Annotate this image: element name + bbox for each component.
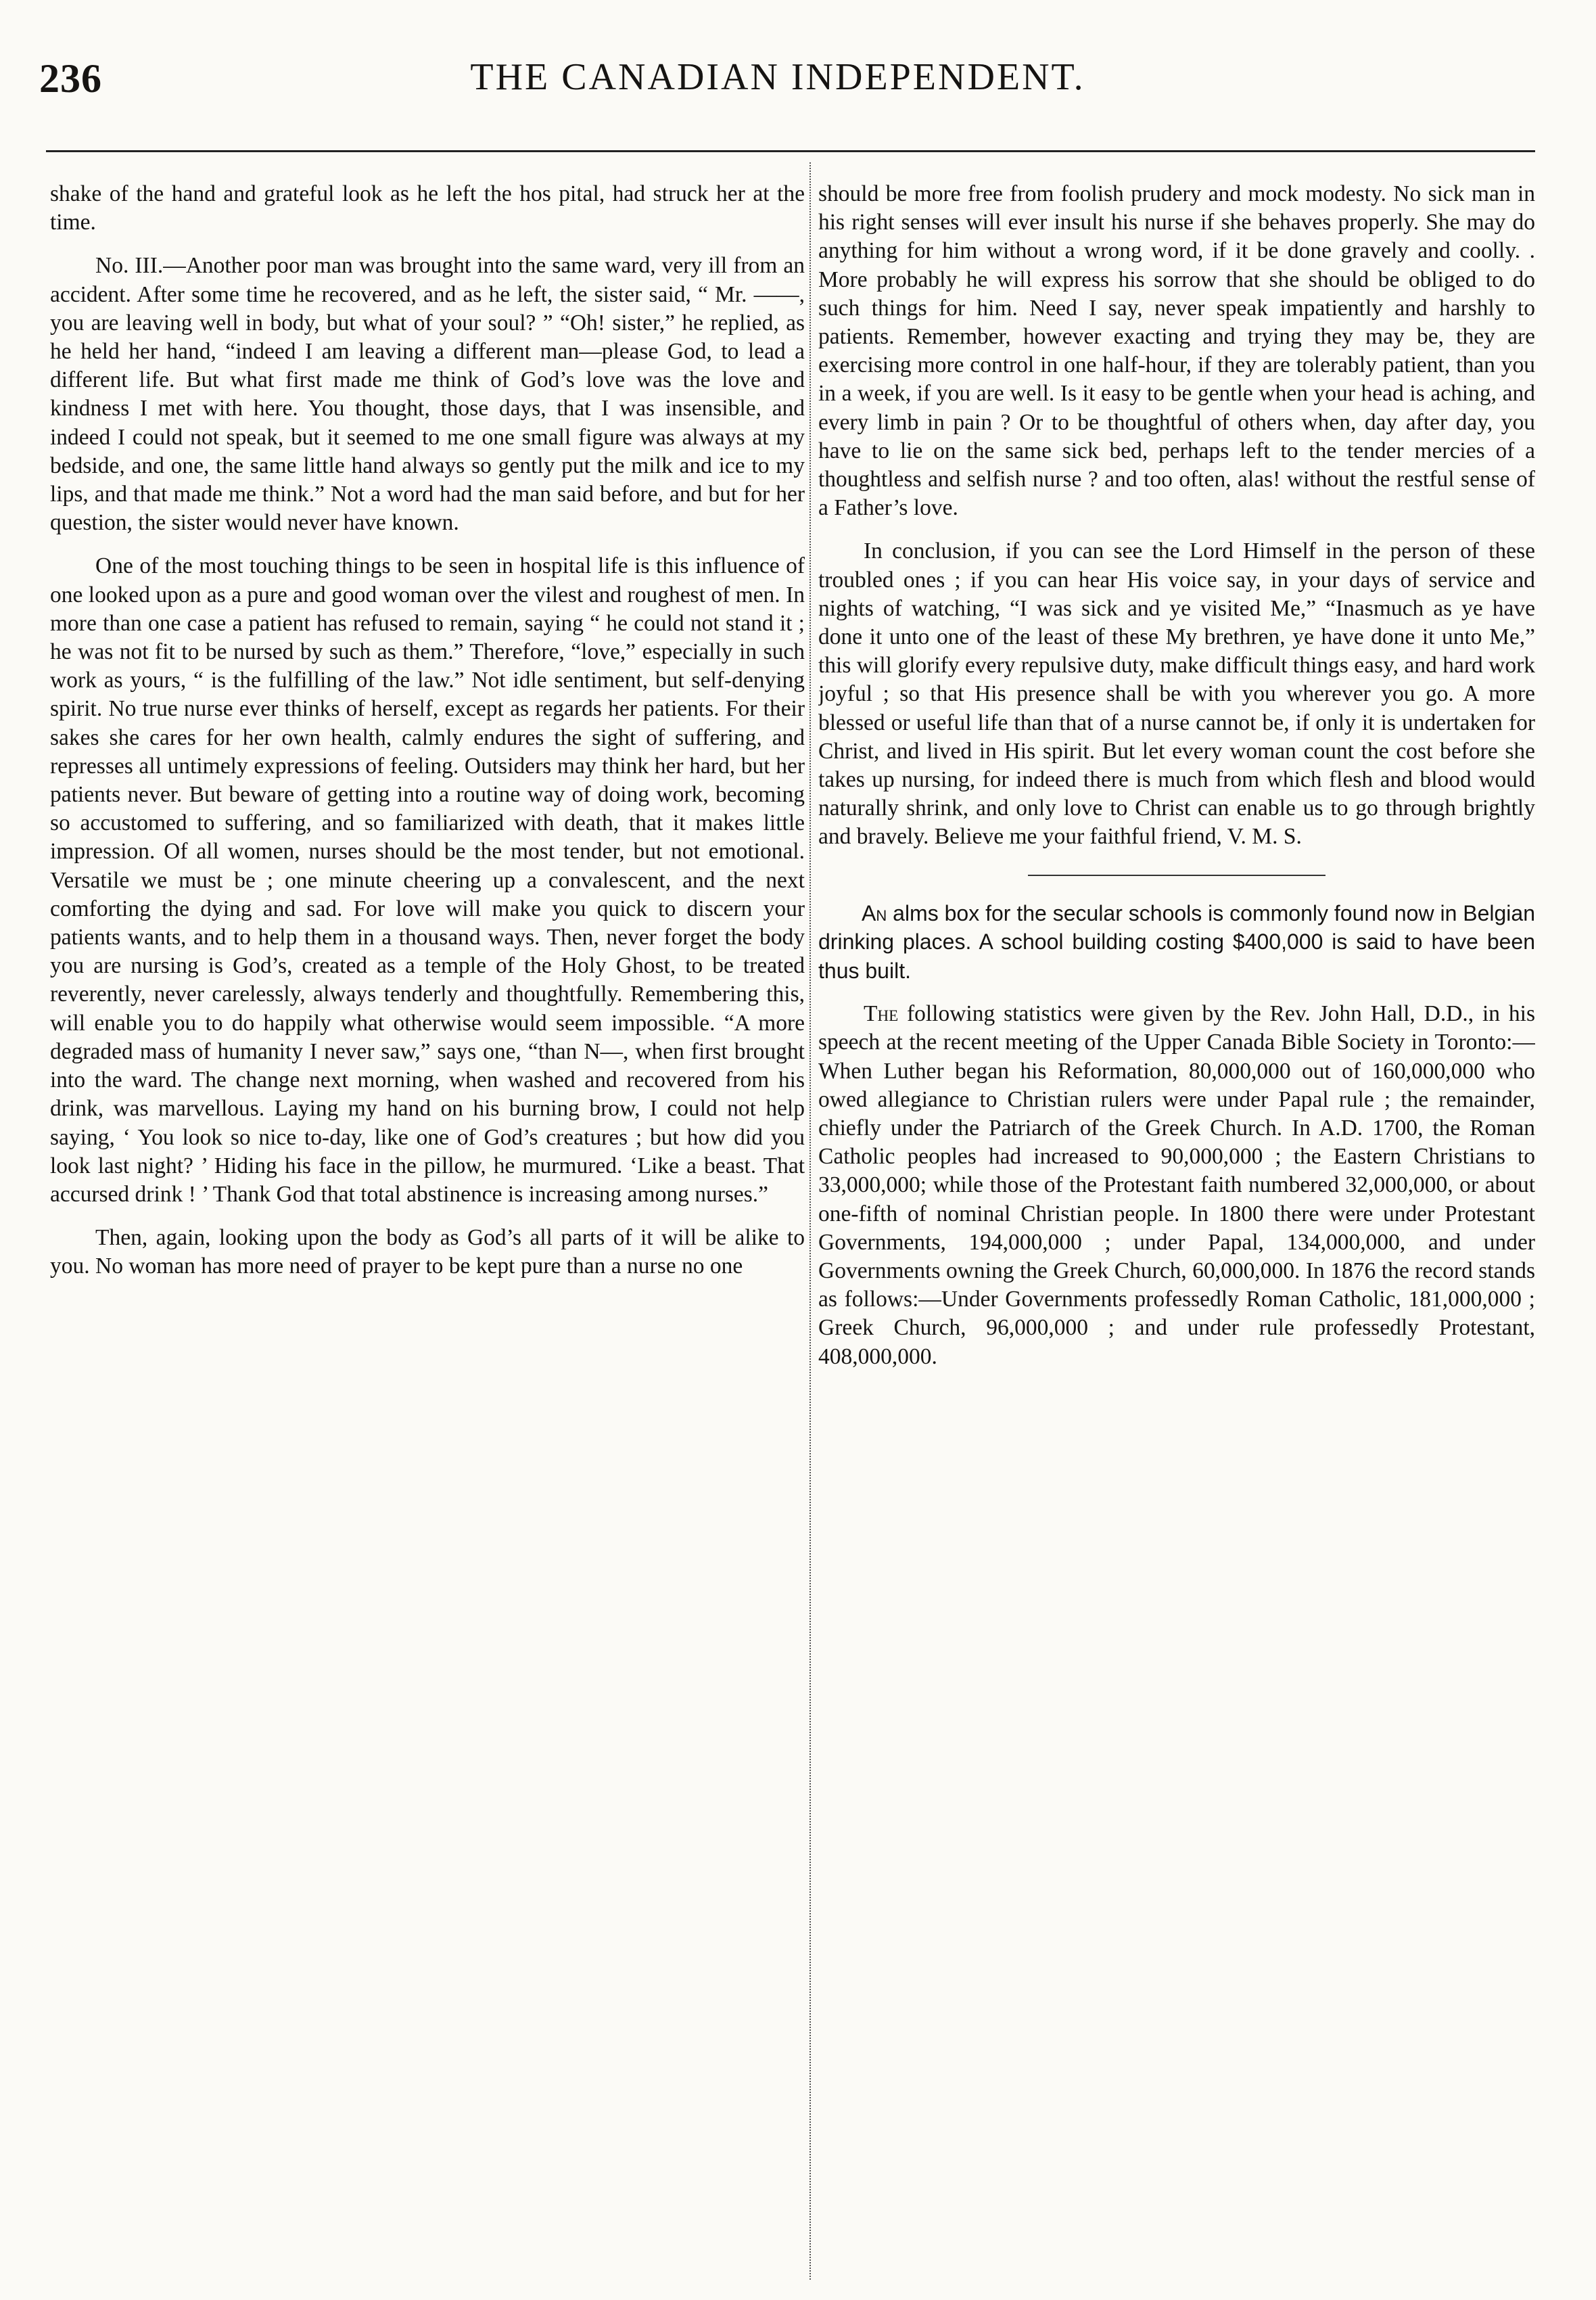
left-paragraph-body: Then, again, looking upon the body as God’s all parts of it will be alike to you. No woman has more need of prayer to be kept pure than a nurse no one: [50, 1225, 805, 1279]
right-paragraph-conclusion: In conclusion, if you can see the Lord Himself in the person of these troubled ones ; if you can hear His voice say, in your days of service and nights of watching, “I was sick and ye visited Me,” “Inasmuch as ye have done it unto one of the least of these My brethren, ye have done it unto Me,” this will glorify every repulsive duty, make difficult things easy, and hard work joyful ; so that His presence shall be with you wherever you go. A more blessed or useful life than that of a nurse cannot be, if only it is undertaken for Christ, and lived in His spirit. But let every woman count the cost before she takes up nursing, for indeed there is much from which flesh and blood would naturally shrink, and only love to Christ can enable us to go through brightly and bravely. Believe me your faithful friend, V. M. S.: [818, 538, 1535, 850]
item-statistics-lead: The: [864, 1001, 899, 1027]
page-number: 236: [39, 56, 102, 101]
item-statistics-text: following statistics were given by the Rev. John Hall, D.D., in his speech at the recent meeting of the Upper Canada Bible Society in Toronto:—When Luther began his Reformation, 80,000,000 out of 160,000,000 who owed allegiance to Christian rulers were under Papal rule ; the remainder, chiefly under the Patriarch of the Greek Church. In A.D. 1700, the Roman Catholic peoples had increased to 90,000,000 ; the Eastern Christians to 33,000,000; while those of the Protestant faith numbered 32,000,000, or about one-fifth of nominal Christian people. In 1800 there were under Protestant Governments, 194,000,000 ; under Papal, 134,000,000, and under Governments owning the Greek Church, 60,000,000. In 1876 the record stands as follows:—Under Governments professedly Roman Catholic, 181,000,000 ; Greek Church, 96,000,000 ; and under rule professedly Protestant, 408,000,000.: [818, 1001, 1535, 1369]
item-alms-box: [818, 899, 1535, 986]
item-alms-box-text: alms box for the secular schools is commonly found now in Belgian drinking places. A school building costing $400,000 is said to have been thus built.: [818, 900, 1535, 983]
left-paragraph-continued: shake of the hand and grateful look as he left the hos pital, had struck her at the time.: [50, 181, 805, 235]
left-column: [50, 180, 805, 2277]
page-header: [20, 51, 1535, 106]
column-divider: [809, 162, 811, 2280]
left-paragraph-influence: One of the most touching things to be seen in hospital life is this influence of one looked upon as a pure and good woman over the vilest and roughest of men. In more than one case a patient has refused to remain, saying “ he could not stand it ; he was not fit to be nursed by such as them.” Therefore, “love,” especially in such work as yours, “ is the fulfilling of the law.” Not idle sentiment, but self-denying spirit. No true nurse ever thinks of herself, except as regards her patients. For their sakes she cares for her own health, calmly endures the sight of suffering, and represses all untimely expressions of feeling. Outsiders may think her hard, but her patients never. But beware of getting into a routine way of doing work, becoming so accustomed to suffering, and so familiarized with death, that it makes little impression. Of all women, nurses should be the most tender, but not emotional. Versatile we must be ; one minute cheering up a convalescent, and the next comforting the dying and sad. For love will make you quick to discern your patients wants, and to help them in a thousand ways. Then, never forget the body you are nursing is God’s, created as a temple of the Holy Ghost, to be treated reverently, never carelessly, always tenderly and thoughtfully. Remembering this, will enable you to do happily what otherwise would seem impossible. “A more degraded mass of humanity I never saw,” says one, “than N—, when first brought into the ward. The change next morning, when washed and recovered from his drink, was marvellous. Laying my hand on his burning brow, I could not help saying, ‘ You look so nice to-day, like one of God’s creatures ; but how did you look last night? ’ Hiding his face in the pillow, he murmured. ‘Like a beast. That accursed drink ! ’ Thank God that total abstinence is increasing among nurses.”: [50, 553, 805, 1207]
item-statistics: [818, 1000, 1535, 1371]
section-rule: [1028, 875, 1325, 876]
header-rule: [46, 150, 1535, 152]
publication-title: THE CANADIAN INDEPENDENT.: [470, 56, 1085, 98]
left-paragraph-case-three: No. III.—Another poor man was brought into the same ward, very ill from an accident. After some time he recovered, and as he left, the sister said, “ Mr. ——, you are leaving well in body, but what of your soul? ” “Oh! sister,” he replied, as he held her hand, “indeed I am leaving a different man—please God, to lead a different life. But what first made me think of God’s love was the love and kindness I met with here. You thought, those days, that I was insensible, and indeed I could not speak, but it seemed to me one small figure was always at my bedside, and one, the same little hand always so gently put the milk and ice to my lips, and that made me think.” Not a word had the man said before, and but for her question, the sister would never have known.: [50, 253, 805, 536]
right-column: [818, 180, 1535, 2277]
right-paragraph-continued: should be more free from foolish prudery and mock modesty. No sick man in his right senses will ever insult his nurse if she behaves properly. She may do anything for him without a wrong word, if it be done gravely and coolly. . More probably he will express his sorrow that she should be obliged to do such things for him. Need I say, never speak impatiently and harshly to patients. Remember, however exacting and trying they may be, they are exercising more control in one half-hour, if they are tolerably patient, than you in a week, if you are well. Is it easy to be gentle when your head is aching, and every limb in pain ? Or to be thoughtful of others when, day after day, you have to lie on the same sick bed, perhaps left to the tender mercies of a thoughtless and selfish nurse ? and too often, alas! without the restful sense of a Father’s love.: [818, 181, 1535, 521]
item-alms-box-lead: An: [862, 900, 887, 925]
